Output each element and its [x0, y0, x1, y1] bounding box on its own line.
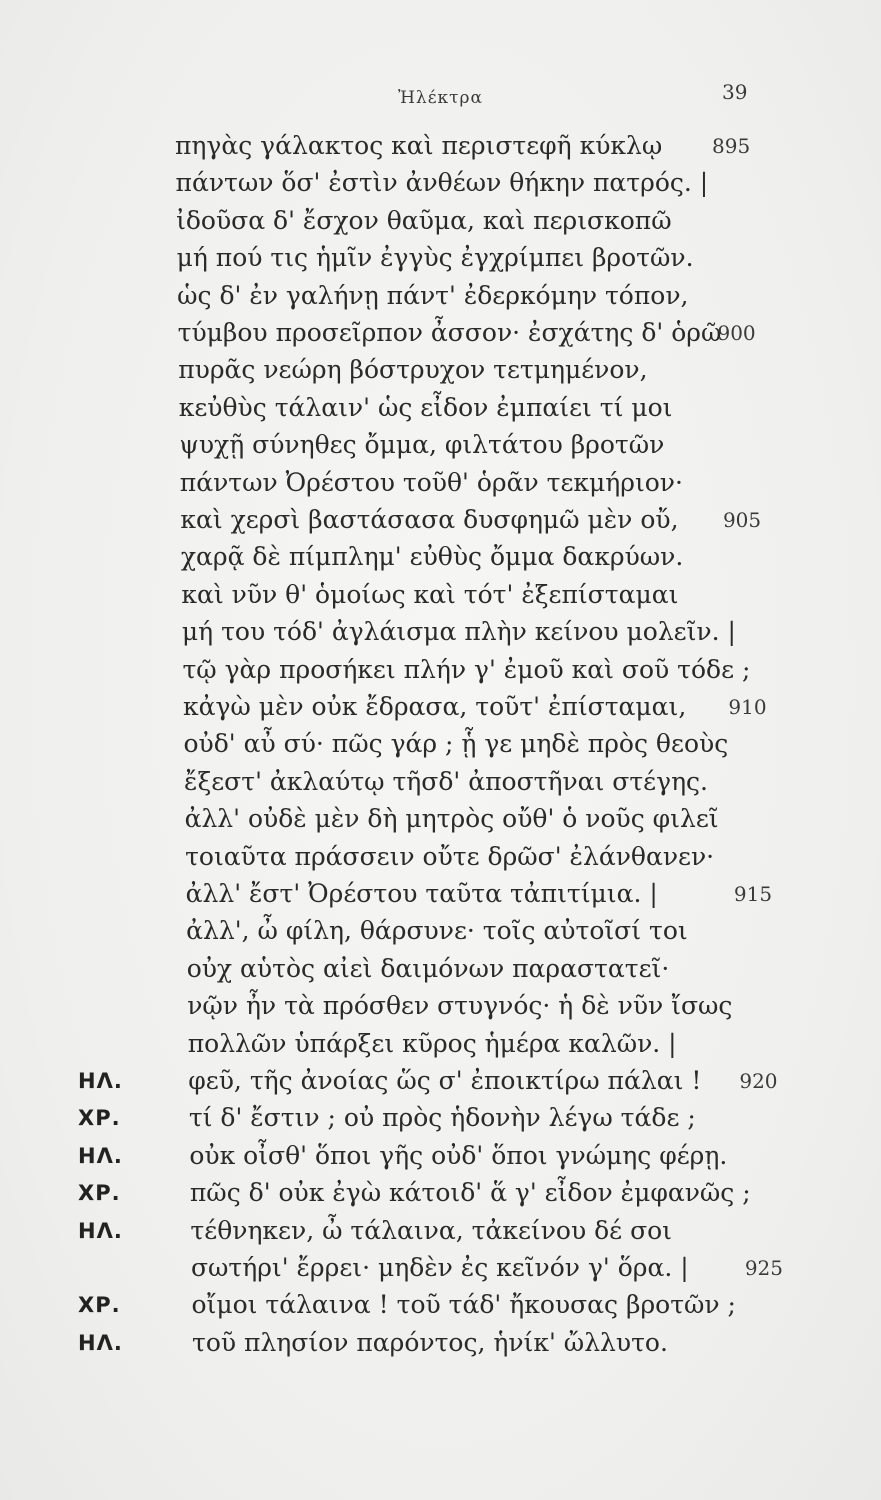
verse-text: καὶ χερσὶ βαστάσασα δυσφημῶ μὲν οὔ, — [180, 505, 679, 534]
verse-text: οὐδ' αὖ σύ· πῶς γάρ ; ᾗ γε μηδὲ πρὸς θεοὺς — [183, 729, 729, 759]
verse-line — [0, 165, 881, 201]
verse-text: τύμβου προσεῖρπον ἆσσον· ἐσχάτης δ' ὁρῶ — [177, 318, 722, 347]
verse-line — [0, 539, 881, 575]
speaker-label: ΗΛ. — [78, 1143, 123, 1168]
verse-line — [0, 1063, 881, 1099]
verse-line — [0, 240, 881, 276]
verse-line — [0, 801, 881, 837]
verse-text: ἀλλ' οὐδὲ μὲν δὴ μητρὸς οὔθ' ὁ νοῦς φιλεῖ — [184, 804, 719, 834]
verse-text: ψυχῇ σύνηθες ὄμμα, φιλτάτου βροτῶν — [179, 430, 665, 460]
verse-text: χαρᾷ δὲ πίμπλημ' εὐθὺς ὄμμα δακρύων. — [180, 542, 684, 572]
verse-line — [0, 689, 881, 725]
verse-text: νῷν ἦν τὰ πρόσθεν στυγνός· ἡ δὲ νῦν ἴσως — [187, 991, 733, 1021]
verse-text: τέθνηκεν, ὦ τάλαινα, τἀκείνου δέ σοι — [190, 1215, 672, 1245]
verse-line — [0, 390, 881, 426]
speaker-label: ΧΡ. — [78, 1293, 121, 1318]
verse-line — [0, 1287, 881, 1323]
verse-line — [0, 352, 881, 388]
verse-text: οὐχ αὑτὸς αἰεὶ δαιμόνων παραστατεῖ· — [186, 953, 670, 983]
verse-text: πάντων ὅσ' ἐστὶν ἀνθέων θήκην πατρός. | — [175, 168, 709, 198]
verse-text: πάντων Ὀρέστου τοῦθ' ὁρᾶν τεκμήριον· — [179, 467, 683, 497]
verse-text: οἴμοι τάλαινα ! τοῦ τάδ' ἤκουσας βροτῶν ; — [191, 1290, 736, 1320]
speaker-label: ΗΛ. — [78, 1069, 123, 1093]
line-number: 925 — [744, 1256, 783, 1280]
speaker-label: ΧΡ. — [78, 1181, 121, 1206]
running-title: Ἠλέκτρα — [397, 88, 484, 108]
verse-text: τοῦ πλησίον παρόντος, ἡνίκ' ὤλλυτο. — [192, 1327, 668, 1357]
verse-line — [0, 951, 881, 987]
page-number: 39 — [722, 80, 748, 104]
verse-text: μή πού τις ἡμῖν ἐγγὺς ἐγχρίμπει βροτῶν. — [176, 243, 694, 273]
verse-line — [0, 839, 881, 875]
verse-line — [0, 614, 881, 650]
line-number: 905 — [722, 508, 762, 532]
verse-line — [0, 502, 881, 538]
verse-text: οὐκ οἶσθ' ὅποι γῆς οὐδ' ὅποι γνώμης φέρῃ. — [189, 1140, 728, 1170]
verse-line — [0, 465, 881, 501]
speaker-label: ΗΛ. — [78, 1218, 123, 1243]
verse-line — [0, 726, 881, 762]
verse-text: ἀλλ' ἔστ' Ὀρέστου ταῦτα τἀπιτίμια. | — [185, 879, 658, 908]
verse-line — [0, 427, 881, 463]
verse-text: πυρᾶς νεώρη βόστρυχον τετμημένον, — [178, 355, 648, 385]
verse-text: κἀγὼ μὲν οὐκ ἔδρασα, τοῦτ' ἐπίσταμαι, — [182, 692, 687, 721]
verse-text: τῷ γὰρ προσήκει πλήν γ' ἐμοῦ καὶ σοῦ τόδε ; — [182, 654, 751, 684]
verse-line — [0, 1250, 881, 1286]
verse-text: μή του τόδ' ἀγλάισμα πλὴν κείνου μολεῖν. | — [181, 617, 736, 647]
verse-line — [0, 577, 881, 613]
line-number: 910 — [728, 695, 767, 719]
verse-line — [0, 1175, 881, 1211]
verse-line — [0, 1213, 881, 1249]
speaker-label: ΧΡ. — [78, 1106, 121, 1131]
verse-line — [0, 128, 881, 164]
verse-text: πῶς δ' οὐκ ἐγὼ κάτοιδ' ἅ γ' εἶδον ἐμφανῶς ; — [189, 1178, 751, 1208]
verse-line — [0, 876, 881, 912]
verse-text: τοιαῦτα πράσσειν οὔτε δρῶσ' ἐλάνθανεν· — [185, 841, 715, 871]
verse-line — [0, 278, 881, 314]
verse-text: σωτήρι' ἔρρει· μηδὲν ἐς κεῖνόν γ' ὅρα. | — [190, 1253, 689, 1282]
line-number: 900 — [717, 321, 756, 345]
verse-text: καὶ νῦν θ' ὁμοίως καὶ τότ' ἐξεπίσταμαι — [181, 579, 679, 609]
verse-text: τί δ' ἔστιν ; οὐ πρὸς ἡδονὴν λέγω τάδε ; — [188, 1103, 696, 1133]
verse-line — [0, 652, 881, 688]
verse-line — [0, 1325, 881, 1361]
verse-line — [0, 764, 881, 800]
verse-text: πηγὰς γάλακτος καὶ περιστεφῆ κύκλῳ — [175, 131, 663, 160]
verse-line — [0, 1026, 881, 1062]
verse-text: φεῦ, τῆς ἀνοίας ὥς σ' ἐποικτίρω πάλαι ! — [188, 1066, 702, 1095]
verse-text: ὡς δ' ἐν γαλήνῃ πάντ' ἐδερκόμην τόπον, — [177, 280, 689, 310]
verse-line — [0, 1138, 881, 1174]
verse-line — [0, 913, 881, 949]
line-number: 920 — [739, 1069, 778, 1093]
verse-line — [0, 315, 881, 351]
verse-text: πολλῶν ὑπάρξει κῦρος ἡμέρα καλῶν. | — [187, 1028, 677, 1058]
verse-text: κεὐθὺς τάλαιν' ὡς εἶδον ἐμπαίει τί μοι — [178, 392, 673, 422]
verse-line — [0, 988, 881, 1024]
verse-text: ἀλλ', ὦ φίλη, θάρσυνε· τοῖς αὐτοῖσί τοι — [186, 916, 688, 946]
line-number: 895 — [712, 134, 751, 158]
line-number: 915 — [733, 882, 773, 906]
verse-text: ἰδοῦσα δ' ἔσχον θαῦμα, καὶ περισκοπῶ — [176, 205, 672, 235]
verse-line — [0, 203, 881, 239]
verse-text: ἔξεστ' ἀκλαύτῳ τῆσδ' ἀποστῆναι στέγης. — [184, 766, 709, 796]
verse-line — [0, 1100, 881, 1136]
speaker-label: ΗΛ. — [78, 1330, 123, 1355]
